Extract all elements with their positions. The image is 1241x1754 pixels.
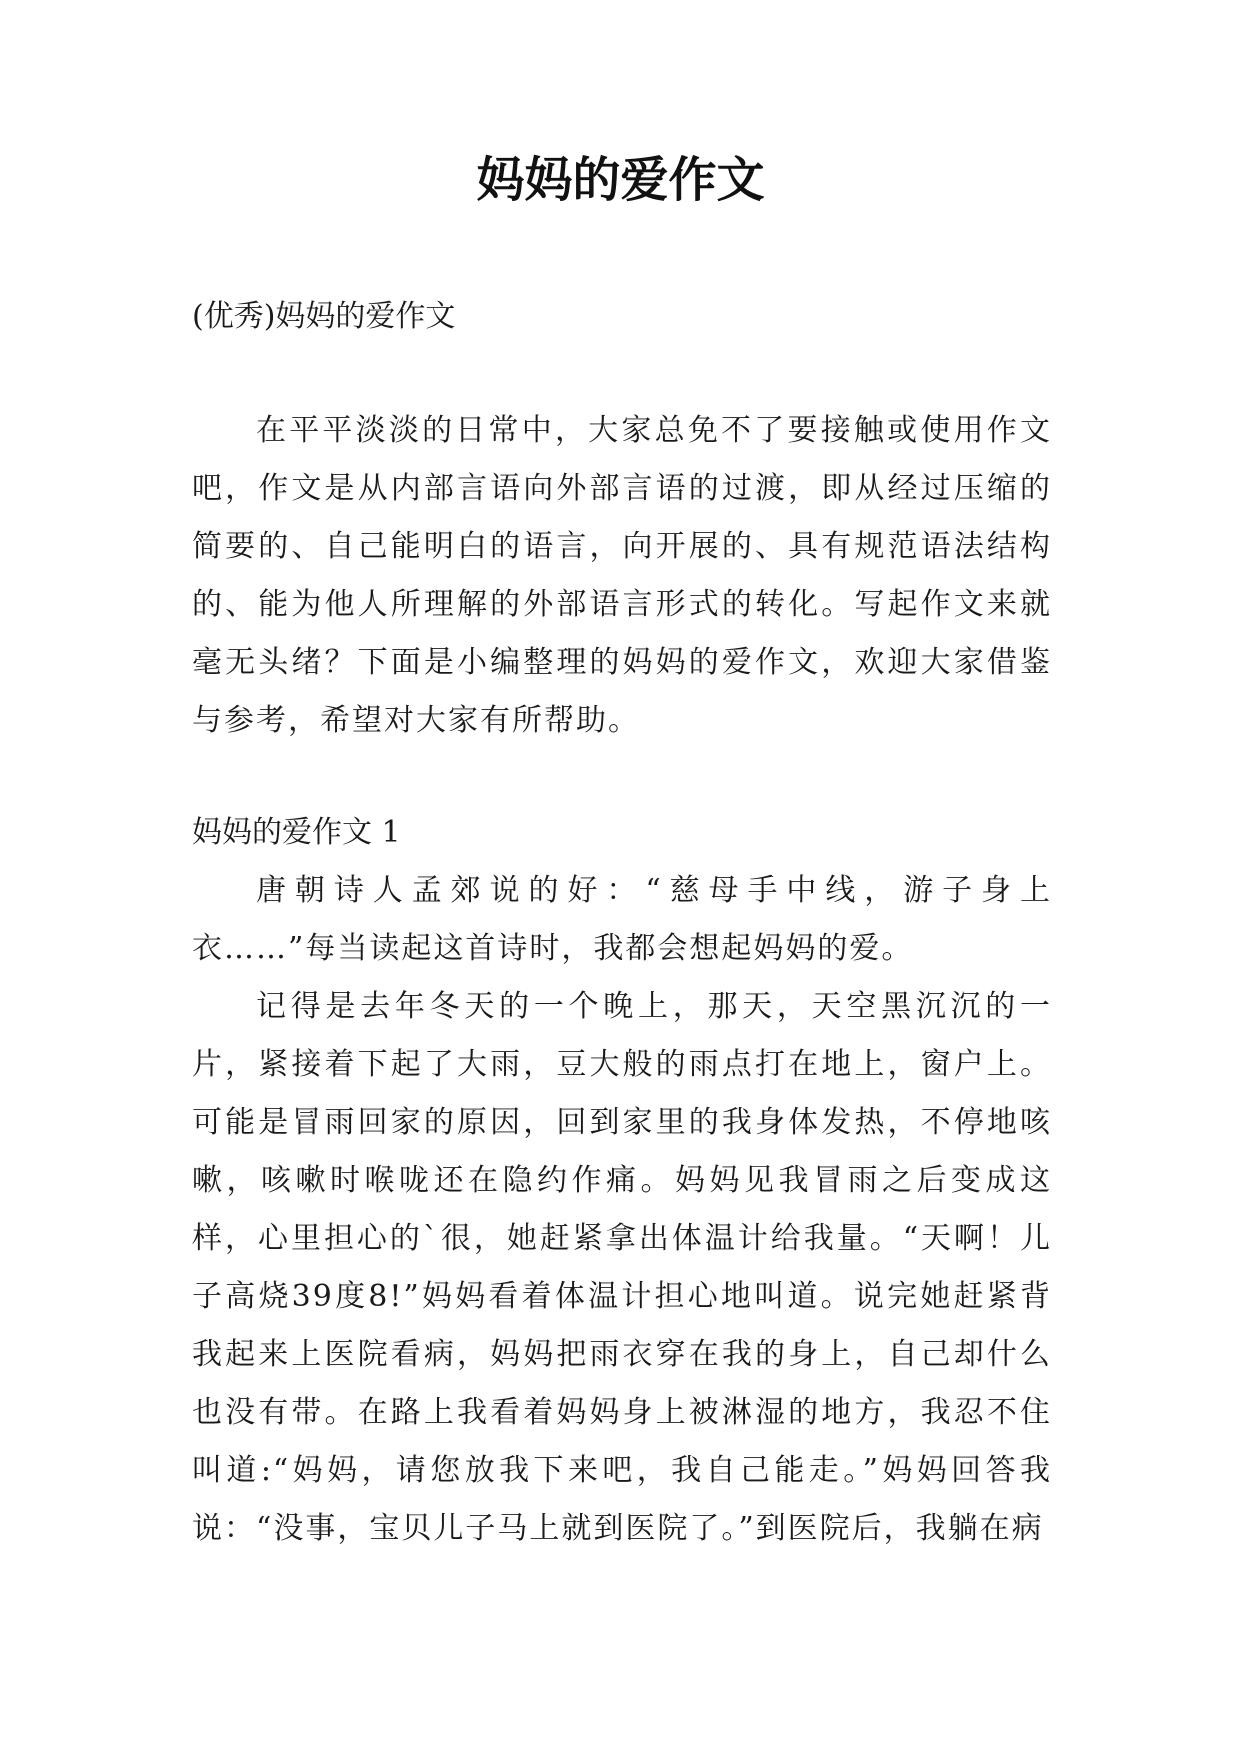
section-heading: 妈妈的爱作文 1 xyxy=(192,815,401,850)
document-subtitle: (优秀)妈妈的爱作文 xyxy=(192,299,456,334)
body-paragraph: 记得是去年冬天的一个晚上，那天，天空黑沉沉的一片，紧接着下起了大雨，豆大般的雨点打在地上，窗户上。可能是冒雨回家的原因，回到家里的我身体发热，不停地咳嗽，咳嗽时喉咙还在隐约作痛。妈妈见我冒雨之后变成这样，心里担心的`很，她赶紧拿出体温计给我量。“天啊！儿子高烧39度8!”妈妈看着体温计担心地叫道。说完她赶紧背我起来上医院看病，妈妈把雨衣穿在我的身上，自己却什么也没有带。在路上我看着妈妈身上被淋湿的地方，我忍不住叫道:“妈妈，请您放我下来吧，我自己能走。”妈妈回答我说：“没事，宝贝儿子马上就到医院了。”到医院后，我躺在病 xyxy=(192,989,1052,1546)
intro-paragraph: 在平平淡淡的日常中，大家总免不了要接触或使用作文吧，作文是从内部言语向外部言语的过渡，即从经过压缩的简要的、自己能明白的语言，向开展的、具有规范语法结构的、能为他人所理解的外部语言形式的转化。写起作文来就毫无头绪？下面是小编整理的妈妈的爱作文，欢迎大家借鉴与参考，希望对大家有所帮助。 xyxy=(192,413,1052,738)
document-title: 妈妈的爱作文 xyxy=(476,152,765,208)
body-paragraph: 唐朝诗人孟郊说的好：“慈母手中线，游子身上衣……”每当读起这首诗时，我都会想起妈妈的爱。 xyxy=(192,873,1052,966)
